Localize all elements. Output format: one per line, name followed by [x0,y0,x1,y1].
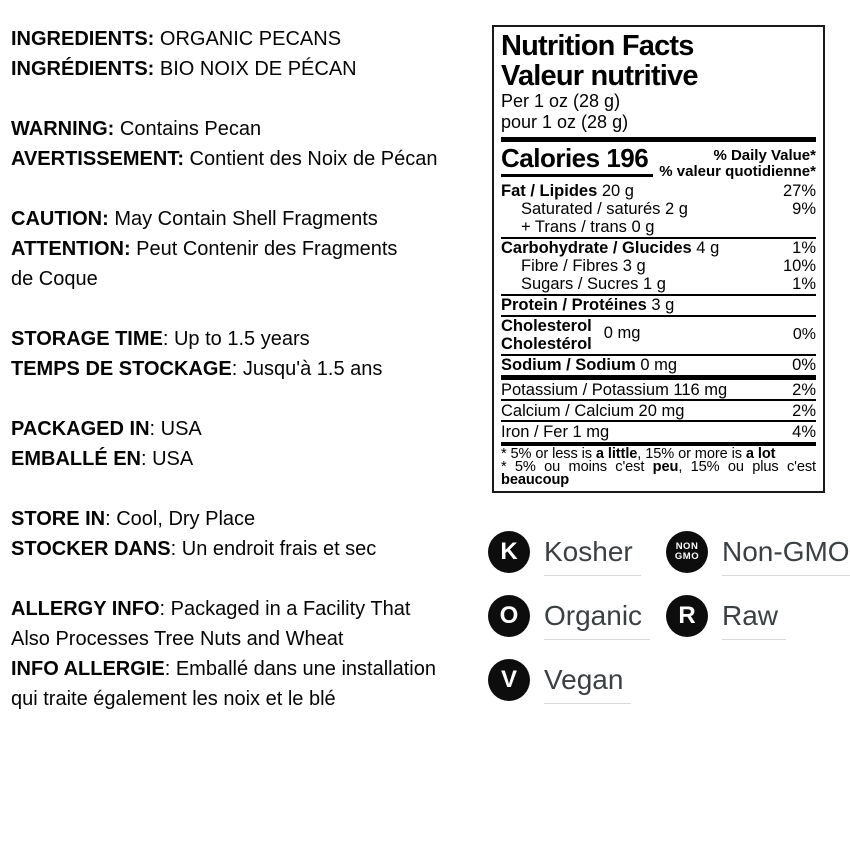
info-label: INFO ALLERGIE [11,658,165,680]
info-label: TEMPS DE STOCKAGE [11,358,232,380]
info-line: STOCKER DANS: Un endroit frais et sec [11,538,377,560]
nutrient-name: Fat / Lipides 20 g [501,182,634,200]
info-line: INGREDIENTS: ORGANIC PECANS [11,28,342,50]
nutrient-name-bold: Sodium / Sodium [501,356,636,374]
nutrient-name-bold: Fat / Lipides [501,182,598,200]
badge-label: Kosher [544,538,641,576]
nutrient-name: Cholesterol [501,317,592,335]
nutrient-name: Iron / Fer 1 mg [501,422,610,441]
serving-size-en: Per 1 oz (28 g) [501,91,621,111]
footnote-bold: peu [652,459,679,475]
icon-text: GMO [674,551,700,562]
nutrient-name: Protein / Protéines 3 g [501,296,675,314]
info-label: AVERTISSEMENT: [11,148,184,170]
info-group-5 [11,504,483,564]
nutrient-row [501,182,816,200]
badge-kosher [488,531,666,573]
nutrition-footnote [501,448,816,487]
nutrition-facts-panel [492,25,825,493]
daily-value: 4% [792,422,816,441]
nutrient-name: Potassium / Potassium 116 mg [501,380,728,399]
info-line: CAUTION: May Contain Shell Fragments [11,208,378,230]
nutrient-name: Fibre / Fibres 3 g [521,257,646,275]
calories-row [501,145,816,182]
calories-number: 196 [606,143,649,173]
nutrient-name-bold: Protein / Protéines [501,296,647,314]
nutrient-amount: 0 mg [603,323,641,342]
icon-text: O [499,602,519,629]
daily-value: 27% [782,182,816,200]
info-line: INFO ALLERGIE: Emballé dans une installation [11,658,436,680]
cholesterol-names [501,317,640,353]
info-group-4 [11,414,483,474]
info-label: PACKAGED IN [11,418,150,440]
nutrient-name: Sodium / Sodium 0 mg [501,356,678,374]
footnote-bold: a little [595,446,638,462]
nutrient-row [501,296,816,314]
info-label: STORAGE TIME [11,328,163,350]
info-label: STORE IN [11,508,106,530]
cholesterol-stack [501,317,592,353]
calories-value [501,145,653,177]
badge-label: Vegan [544,666,631,704]
info-label: INGRÉDIENTS: [11,58,155,80]
kosher-icon [488,531,530,573]
nutrient-row [501,200,816,218]
divider-thick [501,137,816,142]
info-line: ATTENTION: Peut Contenir des Fragments [11,238,398,260]
badge-label: Organic [544,602,650,640]
footnote-bold: a lot [745,446,776,462]
info-group-0 [11,24,483,84]
info-label: INGREDIENTS: [11,28,155,50]
daily-value-header [659,148,816,180]
daily-value: 2% [792,401,816,420]
info-line: de Coque [11,268,98,290]
badge-label: Raw [722,602,786,640]
icon-text: K [500,538,518,565]
daily-value: 10% [782,257,816,275]
info-label: ATTENTION: [11,238,131,260]
info-line: INGRÉDIENTS: BIO NOIX DE PÉCAN [11,58,357,80]
nutrient-name: Cholestérol [501,335,592,353]
info-line: qui traite également les noix et le blé [11,688,336,710]
badge-vegan [488,659,666,701]
info-line: EMBALLÉ EN: USA [11,448,194,470]
footnote-bold: beaucoup [501,472,570,488]
info-label: ALLERGY INFO [11,598,160,620]
info-line: PACKAGED IN: USA [11,418,202,440]
info-line: WARNING: Contains Pecan [11,118,262,140]
footnote-line [501,474,816,487]
nutrient-row [501,218,816,236]
badge-non-gmo [666,531,850,573]
icon-text: NON [675,541,699,552]
info-group-1 [11,114,483,174]
organic-icon [488,595,530,637]
nutrient-name: Saturated / saturés 2 g [521,200,688,218]
info-group-6 [11,594,483,714]
nutrient-row [501,381,816,399]
info-label: WARNING: [11,118,115,140]
info-line: ALLERGY INFO: Packaged in a Facility That [11,598,411,620]
icon-text: V [500,666,517,693]
nutrition-rows [501,182,816,446]
badge-raw [666,595,850,637]
daily-value: 1% [792,239,816,257]
nutrient-name: Calcium / Calcium 20 mg [501,401,685,420]
info-line: TEMPS DE STOCKAGE: Jusqu'à 1.5 ans [11,358,383,380]
info-line: STORAGE TIME: Up to 1.5 years [11,328,310,350]
nutrient-row [501,239,816,257]
daily-value: 0% [792,326,816,343]
daily-value: 0% [792,356,816,374]
info-label: EMBALLÉ EN [11,448,141,470]
daily-value-line-fr: % valeur quotidienne* [659,163,816,180]
left-info [11,24,483,744]
info-line: Also Processes Tree Nuts and Wheat [11,628,344,650]
nutrient-name: Carbohydrate / Glucides 4 g [501,239,720,257]
nutrient-row-cholesterol [501,317,816,353]
serving-size-fr: pour 1 oz (28 g) [501,112,629,132]
certification-badges [488,531,850,723]
daily-value: 2% [792,380,816,399]
nutrition-title-fr: Valeur nutritive [501,60,698,92]
nutrient-row [501,275,816,293]
raw-icon [666,595,708,637]
info-label: STOCKER DANS [11,538,171,560]
nutrient-row [501,356,816,374]
badge-organic [488,595,666,637]
nutrient-row [501,257,816,275]
footnote-line: * 5% ou moins c'est peu, 15% ou plus c'est [501,459,816,475]
daily-value: 9% [792,200,816,218]
nutrient-name-bold: Carbohydrate / Glucides [501,239,692,257]
icon-text: R [678,602,696,629]
divider-thick [501,375,816,380]
daily-value: 1% [792,275,816,293]
info-line: STORE IN: Cool, Dry Place [11,508,256,530]
non-gmo-icon [666,531,708,573]
nutrient-row [501,402,816,420]
info-label: CAUTION: [11,208,109,230]
nutrient-name: Sugars / Sucres 1 g [521,275,666,293]
calories-label: Calories [501,143,600,173]
nutrient-name: + Trans / trans 0 g [521,218,655,236]
vegan-icon [488,659,530,701]
nutrient-row [501,423,816,441]
info-group-2 [11,204,483,294]
badge-label: Non-GMO [722,538,850,576]
nutrition-title-en: Nutrition Facts [501,30,694,62]
daily-value-line-en: % Daily Value* [713,147,816,164]
info-line: AVERTISSEMENT: Contient des Noix de Pécan [11,148,438,170]
footnote-line: * 5% or less is a little, 15% or more is a lot [501,446,776,462]
info-group-3 [11,324,483,384]
